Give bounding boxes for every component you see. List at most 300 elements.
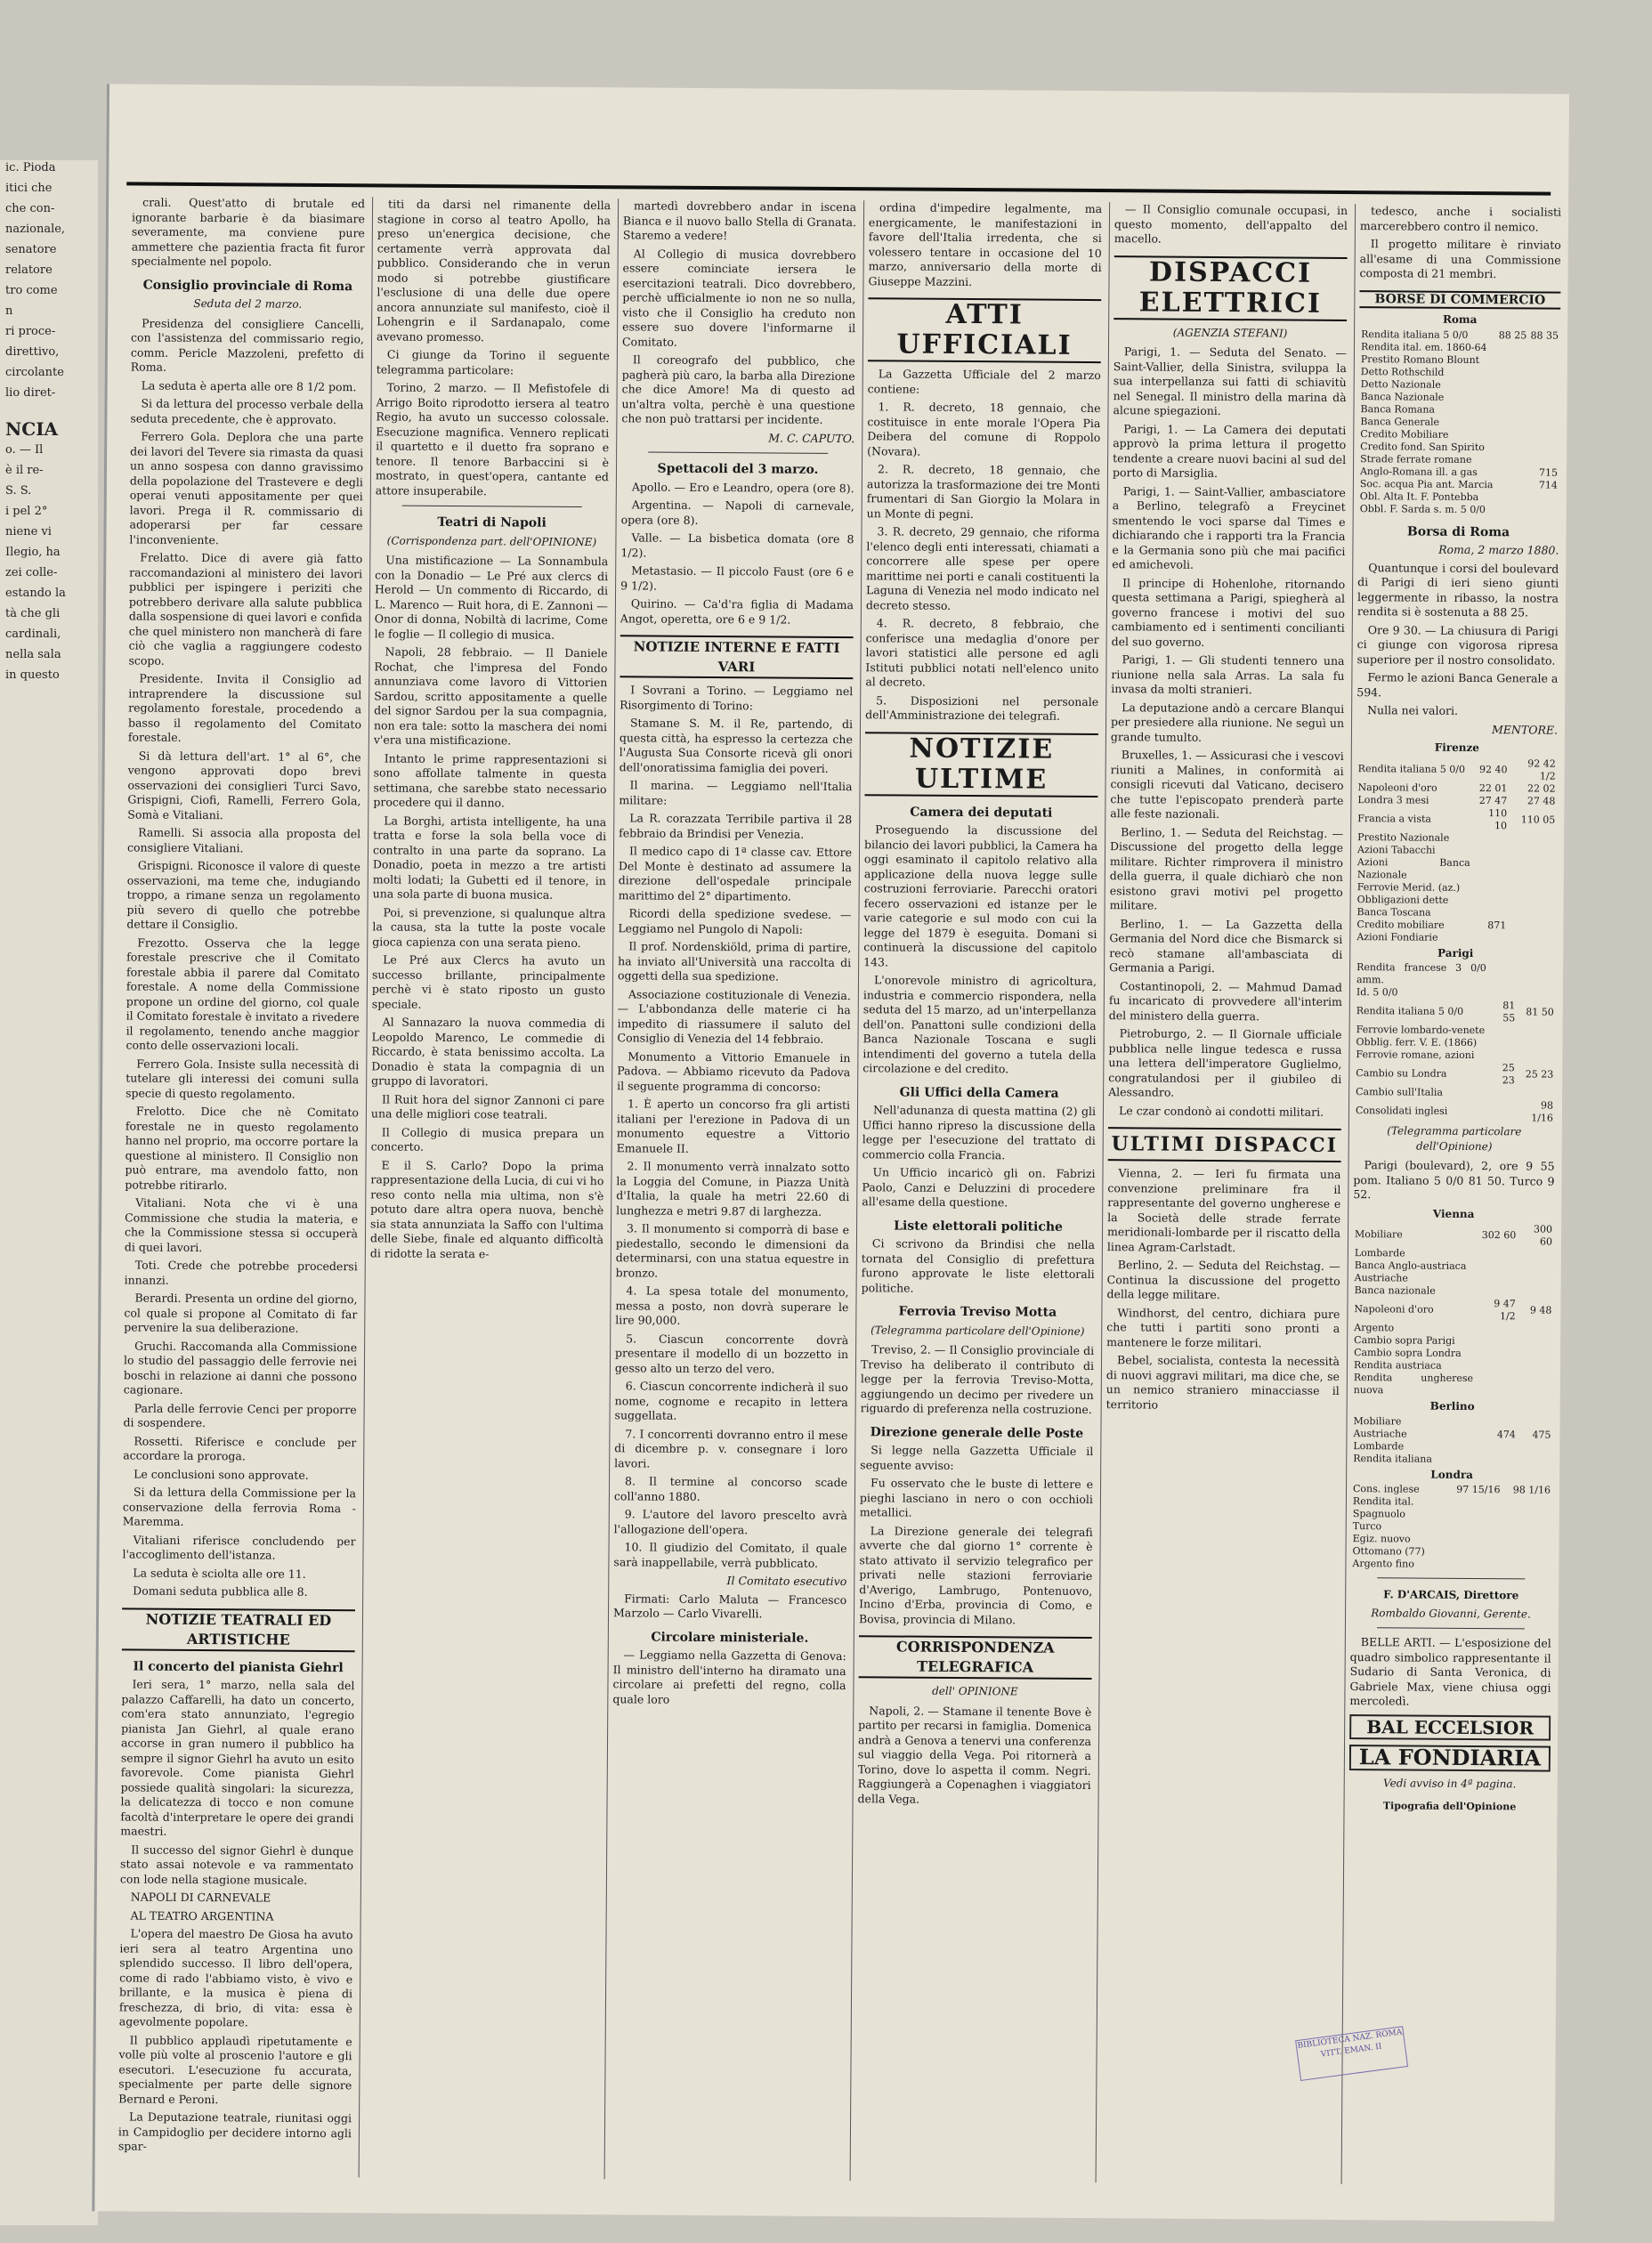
table-row: [1352, 1347, 1553, 1361]
paragraph: 5. Ciascun concorrente dovrà presentare il modello di un bozzetto in gesso alto un terzo del vero.: [614, 1331, 849, 1376]
table-row: [1358, 453, 1559, 467]
table-cell: [1518, 1260, 1554, 1273]
table-row: [1351, 1453, 1552, 1467]
table-cell: 22 02: [1526, 781, 1556, 795]
paragraph: Le Pré aux Clercs ha avuto un successo brillante, principalmente perchè vi è stato riposto un gusto speciale.: [371, 952, 606, 1011]
table-row: [1355, 986, 1556, 1000]
table-cell: [1517, 1373, 1553, 1397]
table-cell: [1528, 392, 1560, 404]
table-cell: [1476, 1273, 1518, 1285]
table-cell: [1509, 857, 1557, 882]
table-row: [1352, 1334, 1553, 1348]
table-row: [1353, 1259, 1554, 1274]
paragraph: titi da darsi nel rimanente della stagione in corso al teatro Apollo, ha preso un'energica decisione, che certamente verrà approvata dal pubblico. Considerando che in verun modo si potrebbe giustificare l'esclusione di una delle due opere ancora annunziate sul manifesto, cioè il Lohengrin e il Sardanapalo, come avevano promesso.: [376, 197, 611, 344]
paragraph: Ferrero Gola. Insiste sulla necessità di tutelare gli interessi dei comuni sulla specie di questo regolamento.: [126, 1057, 360, 1101]
paragraph: Parigi, 1. — Saint-Vallier, ambasciatore a Berlino, telegrafò a Freycinet smentendo le voci sparse dal Times e dichiarando che i rapporti tra la Francia e la Germania sono più che mai pacifici ed amichevoli.: [1112, 483, 1346, 571]
table-cell: [1488, 962, 1518, 987]
paragraph: Parigi, 1. — Seduta del Senato. — Saint-Vallier, della Sinistra, sviluppa la sua interpellanza sui fatti di schiavitù nel Senegal. Il ministro della marina dà alcune spiegazioni.: [1113, 344, 1347, 418]
paragraph: Windhorst, del centro, dichiara pure che tutti i partiti sono pronti a mantenere le forze militari.: [1106, 1305, 1340, 1349]
paragraph: La deputazione andò a cercare Blanqui per presiedere alla riunione. Ne seguì un grande tumulto.: [1110, 700, 1345, 744]
table-cell: Ferrovie Merid. (az.): [1356, 880, 1461, 894]
table-cell: [1508, 932, 1556, 944]
table-cell: Obblig. ferr. V. E. (1866): [1356, 1036, 1478, 1049]
table-cell: 88 25: [1498, 328, 1527, 341]
paragraph: Il progetto militare è rinviato all'esame di una Commissione composta di 21 membri.: [1359, 237, 1561, 281]
table-cell: Detto Rothschild: [1360, 365, 1445, 378]
paragraph: Le czar condonò ai condotti militari.: [1118, 1103, 1324, 1119]
table-cell: [1444, 1521, 1502, 1534]
paragraph: Argentina. — Napoli di carnevale, opera (ore 8).: [620, 498, 854, 527]
table-cell: 97 15/16: [1456, 1483, 1501, 1496]
table-row: [1354, 1061, 1555, 1088]
table-cell: [1527, 491, 1559, 504]
strip-line: S. S.: [5, 484, 32, 498]
table-cell: [1502, 1559, 1552, 1571]
paragraph: Vienna, 2. — Ieri fu firmata una convenzione preliminare fra il rappresentante del governo ungherese e la Società delle strade ferrate meridionali-lombarde per il riscatto della linea Agram-Carlstadt.: [1106, 1166, 1341, 1254]
paragraph: L'opera del maestro De Giosa ha avuto ieri sera al teatro Argentina uno splendido successo. Il libro dell'opera, come di rado l'abbiamo visto, è vivo e brillante, e la musica è piena di freschezza, di brio, di vita: essa è agevolmente popolare.: [118, 1926, 353, 2029]
table-cell: [1517, 1348, 1553, 1360]
paragraph: L'onorevole ministro di agricoltura, industria e commercio rispondera, nella seduta del 15 marzo, ad un'interpellanza dell'on. Panattoni sulle condizioni della Banca Nazionale Toscana e sugli intendimenti del governo a tutela della circolazione e del credito.: [862, 973, 1097, 1076]
table-row: [1359, 391, 1560, 405]
paragraph: Vitaliani. Nota che vi è una Commissione che studia la materia, e che la Commissione stessa si occuperà di quei lavori.: [124, 1195, 359, 1254]
column-5: [1101, 202, 1348, 2180]
table-cell: [1475, 1360, 1517, 1373]
table-cell: [1502, 1509, 1552, 1521]
article-heading: Il concerto del pianista Giehrl: [133, 1659, 344, 1675]
paragraph: Bebel, socialista, contesta la necessità di nuovi aggravi militari, ma dice che, se un nemico straniero minacciasse il territorio: [1105, 1353, 1340, 1412]
table-row: [1358, 478, 1559, 492]
signatories: Firmati: Carlo Maluta — Francesco Marzolo — Carlo Vivarelli.: [612, 1591, 847, 1621]
table-row: [1350, 1545, 1551, 1559]
paragraph: Frelatto. Dice di avere già fatto raccomandazioni al ministero dei lavori pubblici per ispingere i periziti che potrebbero derivare alla salute pubblica dalla sospensione di quei lavori e confida che quel ministero non mancherà di fare ciò che vaglia a raggiungere codesto scopo.: [128, 550, 363, 668]
table-cell: [1472, 856, 1509, 881]
strip-line: niene vi: [5, 525, 52, 538]
date-line: Roma, 2 marzo 1880.: [1438, 542, 1559, 557]
table-cell: [1496, 454, 1528, 466]
table-cell: [1517, 1087, 1556, 1099]
table-cell: [1496, 392, 1528, 404]
paragraph: Una mistificazione — La Sonnambula con la Donadio — Le Pré aux clercs di Herold — Un commento di Riccardo, di L. Marenco — Ruit hora, di E. Zannoni — Onor di donna, Nobiltà di lacrime, Come le foglie — Il collegio di musica.: [374, 553, 609, 642]
table-row: [1353, 1247, 1554, 1261]
table-cell: [1482, 1416, 1518, 1429]
intro-text: crali. Quest'atto di brutale ed ignorante barbarie è da biasimare severamente, ma conviene pure ammettere che pazientia fracta fit furor specialmente nel popolo.: [131, 195, 366, 269]
table-row: [1359, 378, 1560, 393]
table-cell: Rendita italiana 5 0/0: [1357, 762, 1466, 775]
table-cell: [1495, 504, 1527, 516]
table-row: [1356, 806, 1557, 833]
paragraph: 3. Il monumento si comporrà di base e piedestallo, secondo le dimensioni da determinarsi, con una statua equestre in bronzo.: [615, 1221, 850, 1280]
table-cell: [1476, 1260, 1518, 1273]
table-cell: Cambio sull'Italia: [1356, 1086, 1443, 1098]
paragraph: Il prof. Nordenskiöld, prima di partire, ha inviato all'Università una raccolta di oggetti della sua spedizione.: [617, 939, 852, 984]
table-cell: [1527, 454, 1559, 466]
paragraph: Gruchi. Raccomanda alla Commissione lo studio del passaggio delle ferrovie nei boschi in relazione ai danni che possono cagionare.: [123, 1339, 358, 1397]
table-cell: Mobiliare: [1354, 1228, 1403, 1241]
table-cell: Banca Anglo-austriaca: [1354, 1259, 1467, 1272]
table-row: [1356, 906, 1557, 920]
strip-line: nella sala: [5, 648, 61, 661]
paragraph: Si legge nella Gazzetta Ufficiale il seguente avviso:: [860, 1443, 1094, 1472]
article-heading: Teatri di Napoli: [437, 514, 547, 530]
table-row: [1353, 1222, 1554, 1249]
strip-line: direttivo,: [5, 345, 60, 359]
table-cell: Spagnuolo: [1352, 1508, 1405, 1520]
table-cell: [1528, 367, 1560, 379]
table-cell: Banca Nazionale: [1360, 390, 1445, 403]
table-cell: [1475, 1335, 1517, 1348]
table-cell: Cambio su Londra: [1356, 1067, 1447, 1080]
table-cell: [1471, 906, 1508, 919]
table-cell: Banca nazionale: [1354, 1284, 1436, 1297]
column-4: [855, 200, 1102, 2178]
table-cell: [1476, 1285, 1518, 1298]
table-cell: [1444, 1559, 1502, 1571]
strip-line: lio diret-: [5, 386, 56, 400]
paragraph: Il coreografo del pubblico, che pagherà più caro, la barba alla Direzione che dice Amore! Ma di questo ad un'altra volta, perchè è una questione che non può trattarsi per incidente.: [621, 352, 855, 426]
paragraph: Ieri sera, 1° marzo, nella sala del palazzo Caffarelli, ha dato un concerto, com'era stato annunziato, l'egregio pianista Jan Giehrl, al quale erano accorse in gran numero il pubblico ha sempre il signor Giehrl ha avuto un esito favorevole. Come pianista Giehrl possiede qualità singolari: la sicurezza, la delicatezza di tocco e non comune facoltà d'interpretare le opere dei grandi maestri.: [120, 1677, 355, 1838]
article-heading: Direzione generale delle Poste: [870, 1424, 1084, 1441]
paragraph: Metastasio. — Il piccolo Faust (ore 6 e 9 1/2).: [620, 563, 854, 593]
section-title: NOTIZIE ULTIME: [864, 732, 1097, 798]
market-table: [1352, 1222, 1554, 1398]
paragraph: Parigi, 1. — Gli studenti tennero una riunione nella sala Arras. La sala fu invasa da molti stranieri.: [1111, 652, 1345, 697]
paragraph: 8. Il termine al concorso scade coll'anno 1880.: [613, 1474, 848, 1503]
section-title: CORRISPONDENZA TELEGRAFICA: [859, 1635, 1092, 1680]
table-cell: Azioni Tabacchi: [1357, 843, 1436, 856]
paragraph: Al Collegio di musica dovrebbero essere cominciate iersera le esercitazioni teatrali. Dico dovrebbero, perchè ufficialmente io non ne so nulla, visto che il Consiglio ha creduto non essere suo dovere l'informarne il Comitato.: [621, 246, 856, 349]
paragraph: Proseguendo la discussione del bilancio dei lavori pubblici, la Camera ha oggi esaminato il capitolo relativo alla applicazione della nuova legge sulle costruzioni ferroviarie. Parecchi oratori fecero osservazioni ed istanze per le varie categorie e sul modo con cui la legge del 1879 è eseguita. Domani si continuerà la discussione del capitolo 143.: [863, 822, 1098, 968]
paragraph: 6. Ciascun concorrente indicherà il suo nome, cognome e recapito in lettera suggellata.: [614, 1379, 848, 1422]
table-cell: Turco: [1352, 1520, 1382, 1533]
article-heading: Camera dei deputati: [910, 805, 1053, 821]
table-cell: Soc. acqua Pia ant. Marcia: [1359, 477, 1494, 490]
market-table: [1350, 1483, 1552, 1572]
table-cell: [1496, 354, 1528, 367]
table-cell: [1508, 895, 1556, 907]
table-row: [1359, 328, 1560, 343]
paragraph: Berlino, 2. — Seduta del Reichstag. — Continua la discussione del progetto della legge militare.: [1106, 1258, 1340, 1302]
table-cell: [1518, 1453, 1553, 1466]
paragraph: 7. I concorrenti dovranno entro il mese di dicembre p. v. consegnare i loro lavori.: [614, 1426, 848, 1470]
table-cell: 300 60: [1534, 1223, 1553, 1248]
market-table: [1354, 961, 1556, 1125]
section-title: BORSE DI COMMERCIO: [1359, 290, 1560, 310]
table-row: [1356, 881, 1557, 895]
table-cell: 98 1/16: [1531, 1099, 1554, 1124]
table-cell: 27 48: [1526, 794, 1556, 807]
market-heading: Borsa di Roma: [1406, 523, 1510, 539]
table-cell: 9 47 1/2: [1494, 1298, 1516, 1323]
signature: Il Comitato esecutivo: [726, 1574, 847, 1589]
paragraph: La Gazzetta Ufficiale del 2 marzo contiene:: [867, 367, 1101, 396]
market-heading: Vienna: [1432, 1207, 1475, 1220]
table-cell: Egiz. nuovo: [1352, 1533, 1411, 1545]
article-heading: Gli Uffici della Camera: [899, 1085, 1059, 1101]
table-cell: 715: [1538, 466, 1559, 479]
strip-line: ic. Pioda: [5, 161, 56, 174]
paragraph: Apollo. — Ero e Leandro, opera (ore 8).: [631, 479, 854, 495]
table-cell: Ferrovie romane, azioni: [1356, 1049, 1475, 1062]
table-cell: [1482, 1453, 1518, 1466]
table-cell: Ferrovie lombardo-venete: [1356, 1024, 1486, 1037]
section-subheading: Seduta del 2 marzo.: [193, 296, 303, 311]
top-rule: [126, 182, 1551, 195]
table-cell: 9 48: [1529, 1304, 1552, 1316]
table-row: [1351, 1440, 1552, 1454]
table-row: [1358, 416, 1559, 430]
paragraph: La Direzione generale dei telegrafi avverte che dal giorno 1° corrente è stato attivato il servizio telegrafico per privati nelle stazioni ferroviarie d'Averigo, Lambrugo, Pontenuovo, Incino d'Erba, provincia di Como, e Bovisa, provincia di Milano.: [858, 1523, 1093, 1626]
column-2: [364, 197, 611, 2174]
paragraph: Pietroburgo, 2. — Il Giornale ufficiale pubblica nelle lingue tedesca e russa una lettera dell'imperatore Guglielmo, congratulandosi per il giubileo di Alessandro.: [1108, 1026, 1342, 1099]
table-cell: [1487, 1037, 1517, 1049]
table-cell: [1487, 1049, 1517, 1062]
table-row: [1352, 1322, 1553, 1336]
strip-line: relatore: [5, 263, 53, 277]
table-cell: [1508, 919, 1556, 932]
table-cell: 27 47: [1478, 794, 1508, 806]
paragraph: Ricordi della spedizione svedese. — Leggiamo nel Pungolo di Napoli:: [618, 906, 852, 936]
paragraph: Frezotto. Osserva che la legge forestale prescrive che il Comitato forestale abbia il parere dal Comitato forestale. A nome della Commissione propone un ordine del giorno, col quale il Comitato forestale è invitato a rivedere il regolamento, tenendo anche maggior conto delle osservazioni locali.: [126, 935, 360, 1053]
table-cell: 25 23: [1525, 1068, 1554, 1081]
table-row: [1356, 844, 1557, 858]
advertisement-note: Vedi avviso in 4ª pagina.: [1383, 1776, 1517, 1790]
advertisement: BAL ECCELSIOR: [1349, 1714, 1551, 1741]
table-row: [1352, 1297, 1553, 1324]
paragraph: — Leggiamo nella Gazzetta di Genova: Il ministro dell'interno ha diramato una circolare ai prefetti del regno, colla quale loro: [612, 1648, 846, 1706]
table-cell: Anglo-Romana ill. a gas: [1359, 465, 1478, 478]
strip-line: cardinali,: [5, 628, 61, 641]
table-cell: [1528, 342, 1560, 354]
table-row: [1354, 1049, 1555, 1063]
table-cell: [1496, 367, 1528, 379]
advertisement: LA FONDIARIA: [1349, 1745, 1551, 1771]
table-cell: [1496, 417, 1528, 429]
table-cell: [1509, 882, 1557, 895]
table-row: [1356, 794, 1557, 808]
table-cell: [1496, 379, 1528, 392]
printer-line: Tipografia dell'Opinione: [1382, 1800, 1517, 1813]
section-title: DISPACCI ELETTRICI: [1113, 255, 1347, 321]
article-subheading: (Telegramma particolare dell'Opinione): [871, 1323, 1085, 1338]
paragraph: Torino, 2 marzo. — Il Mefistofele di Arrigo Boito riprodotto iersera al teatro Regio, ha avuto un successo colossale. Esecuzione magnifica. Vennero replicati il quartetto e il duetto fra soprano e tenore. Il tenore Barbaccini si è mostrato, in quest'opera, cantante ed attore insuperabile.: [375, 380, 610, 498]
table-cell: 81 50: [1526, 1006, 1554, 1018]
table-cell: Credito mobiliare: [1356, 918, 1445, 931]
paragraph: Il medico capo di 1ª classe cav. Ettore Del Monte è destinato ad assumere la direzione dell'ospedale principale marittimo del 2° dipartimento.: [618, 844, 853, 903]
column-6: [1347, 204, 1561, 2182]
paragraph: Presidenza del consigliere Cancelli, con l'assistenza del commissario regio, comm. Pericle Mazzoleni, prefetto di Roma.: [130, 316, 365, 374]
table-cell: Rendita italiana: [1353, 1452, 1432, 1465]
table-cell: [1517, 1360, 1553, 1373]
paragraph: Il Collegio di musica prepara un concerto.: [370, 1124, 604, 1154]
table-cell: [1502, 1496, 1552, 1509]
table-row: [1359, 366, 1560, 380]
table-cell: [1471, 894, 1508, 906]
market-table: [1355, 757, 1557, 945]
table-cell: Napoleoni d'oro: [1357, 781, 1437, 794]
table-cell: [1517, 987, 1556, 1000]
strip-line: ri proce-: [5, 325, 56, 338]
table-cell: Lombarde: [1354, 1247, 1405, 1259]
paragraph: Il principe di Hohenlohe, ritornando questa settimana a Parigi, spiegherà al governo francese i motivi del suo cambiamento ed i sentimenti concilianti del suo governo.: [1111, 575, 1346, 649]
paragraph: Il successo del signor Giehrl è dunque stato assai notevole e va rammentato con lode nella stagione musicale.: [119, 1842, 354, 1887]
table-cell: [1487, 1024, 1517, 1037]
paragraph: Frelotto. Dice che nè Comitato forestale ne in questo regolamento hanno nel proprio, ma occorre portare la questione al ministero. Il Consiglio non può entrare, ma avendolo fatto, non potrebbe ritirarlo.: [125, 1104, 360, 1192]
table-cell: Rendita ungherese nuova: [1353, 1372, 1474, 1397]
paragraph: 4. R. decreto, 8 febbraio, che conferisce una medaglia d'onore per lavori statistici alle persone ed agli Istituti pubblici notati nell'elenco unito al decreto.: [865, 616, 1099, 689]
column-3: [610, 198, 856, 2176]
strip-line: in questo: [5, 668, 60, 682]
table-cell: Cambio sopra Parigi: [1354, 1334, 1455, 1347]
paragraph: Costantinopoli, 2. — Mahmud Damad fu incaricato di provvedere all'interim del ministero della guerra.: [1108, 978, 1343, 1023]
table-cell: [1518, 1323, 1554, 1335]
table-cell: Rendita francese 3 0/0 amm.: [1356, 961, 1486, 986]
table-cell: Rendita austriaca: [1353, 1359, 1442, 1372]
paragraph: Berardi. Presenta un ordine del giorno, col quale si propone al Comitato di far pervenire la sua deliberazione.: [124, 1291, 358, 1335]
table-cell: [1528, 429, 1560, 441]
table-row: [1353, 1284, 1554, 1299]
table-row: [1358, 503, 1559, 517]
market-heading: Londra: [1430, 1468, 1474, 1481]
paragraph: La Deputazione teatrale, riunitasi oggi in Campidoglio per decidere intorno agli spar-: [117, 2109, 352, 2153]
table-cell: [1444, 1546, 1502, 1559]
paragraph: Le conclusioni sono approvate.: [134, 1467, 309, 1482]
paragraph: La Borghi, artista intelligente, ha una tratta e forse la sola bella voce di contralto in una parte da soprano. La Donadio, poeta in mezzo a tre artisti molti lodati; la Gubetti ed il tenore, in una sola parte di buona musica.: [372, 813, 607, 902]
market-heading: Berlino: [1429, 1399, 1475, 1413]
paragraph: Il Ruit hora del signor Zannoni ci pare una delle migliori cose teatrali.: [370, 1091, 605, 1122]
paragraph: Si da lettura del processo verbale della seduta precedente, che è approvato.: [130, 396, 364, 426]
paragraph: Fermo le azioni Banca Generale a 594.: [1356, 670, 1559, 699]
table-cell: Obbl. F. Sarda s. m. 5 0/0: [1359, 502, 1486, 515]
table-cell: [1517, 1024, 1556, 1037]
article-heading: Circolare ministeriale.: [651, 1630, 809, 1646]
paragraph: Associazione costituzionale di Venezia. — L'abbondanza delle materie ci ha impedito di riassumere il saluto del Consiglio di Venezia del 14 febbraio.: [617, 986, 851, 1046]
table-row: [1352, 1372, 1553, 1398]
market-table: [1351, 1415, 1552, 1467]
table-row: [1353, 1272, 1554, 1286]
paragraph: Ci giunge da Torino il seguente telegramma particolare:: [376, 347, 610, 377]
table-cell: 25 23: [1502, 1062, 1515, 1087]
strip-heading: NCIA: [5, 418, 59, 440]
table-row: [1355, 999, 1556, 1025]
paragraph: martedì dovrebbero andar in iscena Bianca e il nuovo ballo Stella di Granata. Staremo a vedere!: [622, 198, 857, 243]
table-cell: [1482, 1441, 1518, 1453]
table-cell: [1517, 962, 1556, 987]
paragraph: Parigi (boulevard), 2, ore 9 55 pom. Italiano 5 0/0 81 50. Turco 9 52.: [1353, 1158, 1555, 1202]
strip-line: è il re-: [5, 464, 44, 477]
table-cell: [1528, 404, 1560, 417]
article-heading: Liste elettorali politiche: [894, 1218, 1064, 1235]
section-title: NOTIZIE INTERNE E FATTI VARI: [620, 635, 853, 679]
strip-line: tà che gli: [5, 607, 61, 620]
paragraph: Parla delle ferrovie Cenci per proporre di sospendere.: [123, 1401, 357, 1430]
table-cell: Consolidati inglesi: [1355, 1105, 1448, 1117]
section-title: ULTIMI DISPACCI: [1108, 1127, 1341, 1162]
table-cell: Mobiliare: [1353, 1414, 1402, 1427]
table-cell: [1495, 491, 1527, 504]
strip-line: zei colle-: [5, 566, 58, 579]
table-cell: [1528, 379, 1560, 392]
table-row: [1358, 428, 1559, 442]
table-cell: [1496, 404, 1528, 417]
table-cell: [1496, 342, 1528, 354]
signature: M. C. CAPUTO.: [768, 430, 855, 445]
table-cell: 92 40: [1478, 763, 1508, 775]
paragraph: Berlino, 1. — La Gazzetta della Germania del Nord dice che Bismarck si recò stamane all'ambasciata di Germania a Parigi.: [1109, 916, 1343, 975]
table-cell: [1502, 1546, 1552, 1559]
paragraph: AL TEATRO ARGENTINA: [130, 1908, 274, 1923]
table-cell: Banca Generale: [1360, 415, 1440, 428]
table-row: [1359, 353, 1560, 368]
paragraph: Quirino. — Ca'd'ra figlia di Madama Angot, operetta, ore 6 e 9 1/2.: [620, 596, 854, 627]
paragraph: Il marina. — Leggiamo nell'Italia militare:: [619, 778, 853, 807]
paragraph: E il S. Carlo? Dopo la prima rappresentazione della Lucia, di cui vi ho reso conto nella mia ultima, non s'è potuto dare altra opera nuova, benchè sia stata annunziata la Saffo con l'ultima delle Siebe, finale ed alquanto difficoltà di ridotte la serata e-: [369, 1157, 604, 1260]
market-heading: Parigi: [1437, 946, 1474, 960]
table-cell: [1475, 1348, 1517, 1360]
table-cell: [1472, 831, 1509, 844]
newspaper-page: [92, 84, 1569, 2221]
paragraph: Berlino, 1. — Seduta del Reichstag. — Discussione del progetto della legge militare. Richter rimprovera il ministro della guerra, il quale dichiarò che non esistono gravi motivi pel progetto militare.: [1109, 824, 1344, 912]
table-cell: [1444, 1509, 1502, 1521]
table-cell: Azioni Fondiarie: [1356, 930, 1438, 943]
section-title: ATTI UFFICIALI: [868, 297, 1101, 363]
table-cell: Prestito Nazionale: [1357, 830, 1450, 844]
paragraph: Parigi, 1. — La Camera dei deputati approvò la prima lettura il progetto tendente a creare nuovi bacini al sud del porto di Marsiglia.: [1112, 421, 1347, 480]
strip-line: n: [5, 304, 13, 318]
paragraph: Fu osservato che le buste di lettere e pieghi lasciano in nero o con occhioli metallici.: [859, 1476, 1094, 1519]
paragraph: La R. corazzata Terribile partiva il 28 febbraio da Brindisi per Venezia.: [619, 811, 853, 841]
paragraph: Vitaliani riferisce concludendo per l'accoglimento dell'istanza.: [122, 1533, 356, 1562]
table-cell: [1487, 1087, 1517, 1099]
paragraph: 5. Disposizioni nel personale dell'Amministrazione dei telegrafi.: [865, 692, 1099, 723]
strip-line: i pel 2°: [5, 505, 48, 518]
table-cell: [1476, 1248, 1518, 1260]
table-cell: [1496, 441, 1528, 454]
paragraph: Grispigni. Riconosce il valore di queste osservazioni, ma teme che, indugiando troppo, a rimane senza un regolamento più severo di quello che potrebbe dettare il Consiglio.: [126, 858, 360, 932]
table-cell: Rendita ital. em. 1860-64: [1360, 340, 1487, 353]
table-row: [1354, 1098, 1555, 1125]
table-cell: Francia a vista: [1357, 812, 1432, 825]
table-cell: Id. 5 0/0: [1356, 986, 1398, 999]
table-cell: Obl. Alta It. F. Pontebba: [1359, 490, 1479, 503]
table-cell: Lombarde: [1353, 1439, 1405, 1452]
paragraph: Presidente. Invita il Consiglio ad intraprendere la discussione sul regolamento forestale, procedendo a basso il regolamento del Comitato forestale.: [127, 671, 362, 744]
table-row: [1358, 441, 1559, 455]
paragraph: La seduta è sciolta alle ore 11.: [133, 1566, 306, 1581]
table-cell: Cambio sopra Londra: [1354, 1347, 1462, 1359]
table-cell: 22 01: [1478, 781, 1508, 794]
table-row: [1355, 931, 1556, 945]
table-cell: [1528, 417, 1560, 429]
table-row: [1356, 894, 1557, 908]
paragraph: 2. Il monumento verrà innalzato sotto la Loggia del Comune, in Piazza Unità d'Italia, la quale ha metri 22.60 di lunghezza e metri 9.87 di larghezza.: [616, 1159, 850, 1219]
paragraph: 10. Il giudizio del Comitato, il quale sarà inappellabile, verrà pubblicato.: [613, 1540, 847, 1570]
paragraph: Nulla nei valori.: [1367, 703, 1459, 717]
table-cell: [1527, 441, 1559, 454]
table-cell: 110 05: [1520, 813, 1556, 826]
strip-line: Ilegio, ha: [5, 546, 61, 559]
table-row: [1354, 1086, 1555, 1100]
table-cell: [1508, 907, 1556, 919]
strip-line: tro come: [5, 284, 58, 297]
table-row: [1351, 1483, 1552, 1497]
table-cell: Banca Toscana: [1356, 905, 1431, 919]
table-row: [1358, 466, 1559, 480]
paragraph: 1. R. decreto, 18 gennaio, che costituisce in ente morale l'Opera Pia Deibera del comune di Roppolo (Novara).: [867, 400, 1101, 458]
table-cell: [1471, 931, 1508, 943]
table-row: [1355, 961, 1556, 988]
paragraph: Nell'adunanza di questa mattina (2) gli Uffici hanno ripreso la discussione della legge per l'esecuzione del trattato di commercio colla Francia.: [862, 1103, 1097, 1162]
paragraph: Ramelli. Si associa alla proposta del consigliere Vitaliani.: [126, 825, 361, 854]
